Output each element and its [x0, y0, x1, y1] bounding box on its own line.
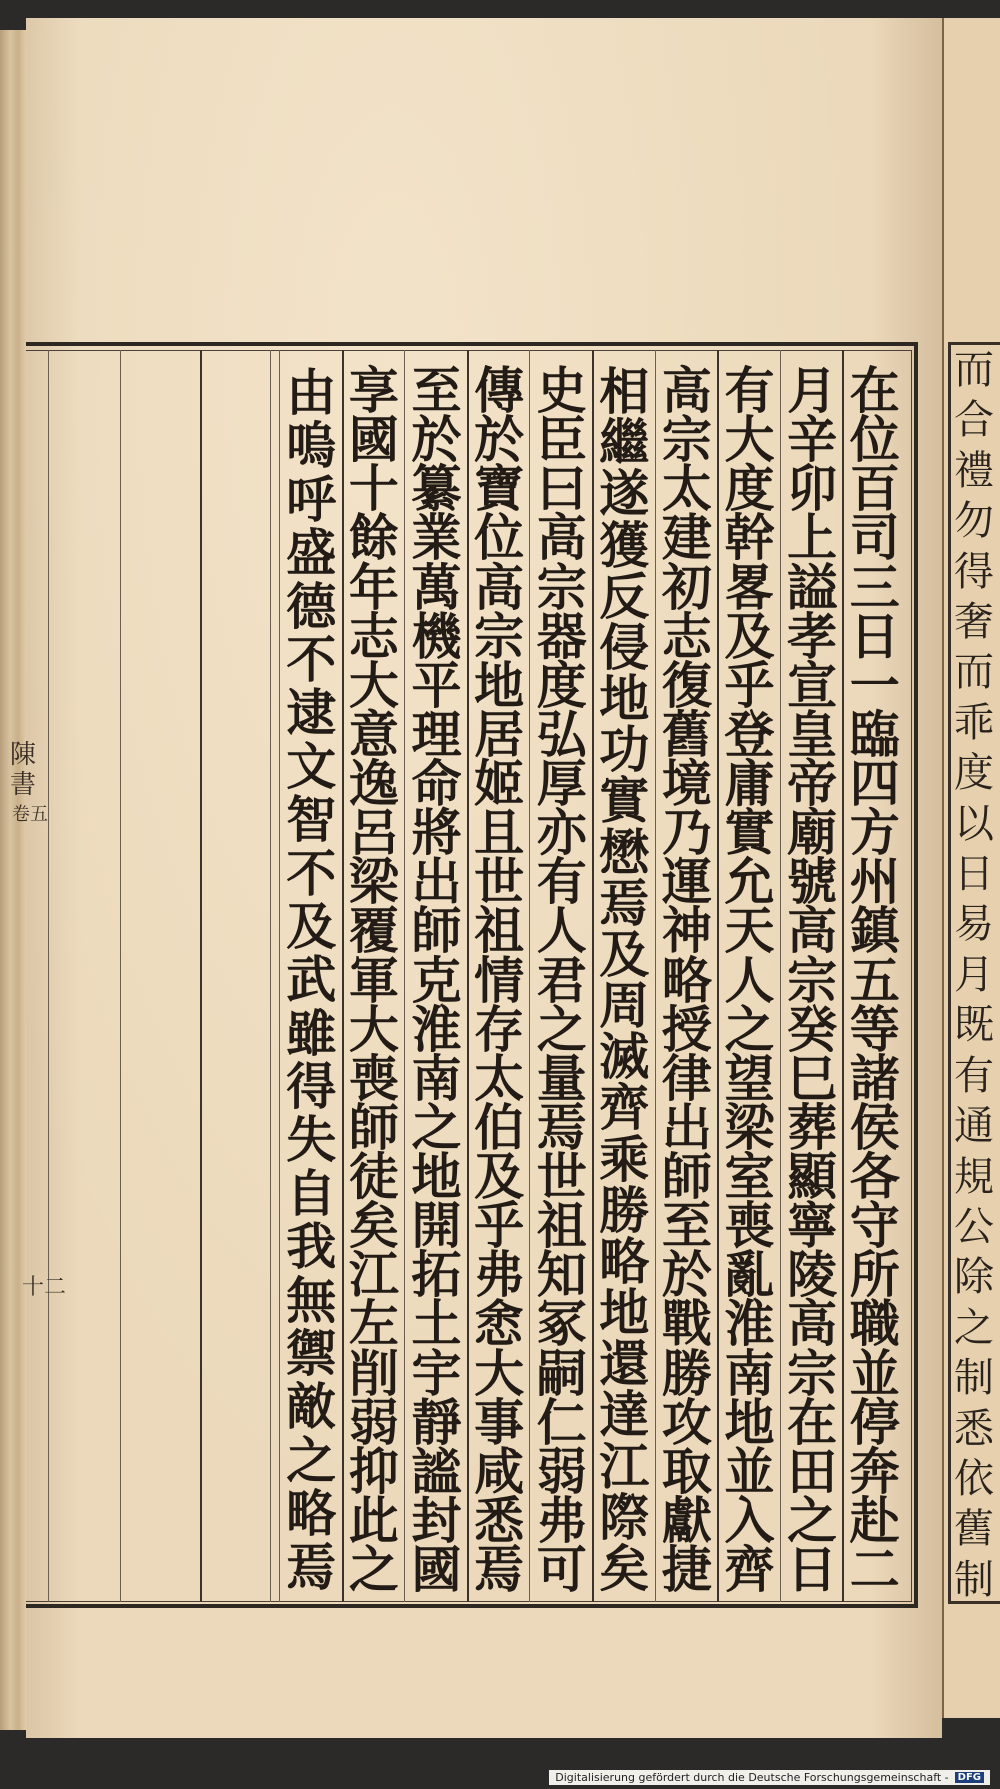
fold-strip: [30, 350, 49, 1602]
dfg-logo: DFG: [955, 1772, 984, 1783]
fold-volume: 卷五: [12, 804, 48, 825]
fold-title: [10, 740, 50, 830]
text-column: 在 位 百 司 三 日 一 臨 四 方 州 鎮 五 等 諸 侯 各 守 所 職 並 停 奔 赴 二: [849, 361, 900, 1599]
scanner-bar: [0, 1738, 1000, 1789]
column-rule: [270, 350, 271, 1602]
column-rule: [200, 350, 202, 1602]
text-column: 有 大 度 幹 畧 及 乎 登 庸 實 允 天 人 之 望 梁 室 喪 亂 淮 南 地 並 入 齊: [724, 361, 775, 1599]
digitization-credit: [549, 1770, 990, 1785]
book-left-edge: [0, 30, 27, 1730]
column-rule: [279, 350, 280, 1602]
text-column: 月 辛 卯 上 謚 孝 宣 皇 帝 廟 號 高 宗 癸 巳 葬 顯 寧 陵 高 宗 在 田 之 日: [787, 361, 838, 1599]
facing-page-column: 而 合 禮 勿 得 奢 而 乖 度 以 日 易 月 既 有 通 規 公 除 之 制 悉 依 舊 制: [954, 347, 994, 1603]
column-rule: [120, 350, 121, 1602]
text-column: 史 臣 曰 高 宗 器 度 弘 厚 亦 有 人 君 之 量 焉 世 祖 知 冢 嗣 仁 弱 弗 可: [536, 361, 587, 1599]
text-column: 傳 於 寶 位 高 宗 地 居 姬 且 世 祖 情 存 太 伯 及 乎 弗 悆 大 事 咸 悉 焉: [474, 361, 525, 1599]
fold-book-title: 陳書: [10, 740, 37, 800]
text-column: 相 繼 遂 獲 反 侵 地 功 實 懋 焉 及 周 滅 齊 乘 勝 略 地 還 達 江 際 矣: [599, 362, 650, 1598]
credit-text: Digitalisierung gefördert durch die Deutsche Forschungsgemeinschaft -: [555, 1771, 949, 1784]
text-column: 高 宗 太 建 初 志 復 舊 境 乃 運 神 略 授 律 出 師 至 於 戰 勝 攻 取 獻 捷: [661, 361, 712, 1599]
folio-number: 十二: [22, 1275, 67, 1300]
text-column: 至 於 纂 業 萬 機 平 理 命 將 出 師 克 淮 南 之 地 開 拓 土 宇 靜 謐 封 國: [411, 361, 462, 1599]
text-column: 享 國 十 餘 年 志 大 意 逸 呂 梁 覆 軍 大 喪 師 徒 矣 江 左 削 弱 抑 此 之: [348, 361, 399, 1599]
text-column: 由 嗚 呼 盛 德 不 逮 文 智 不 及 武 雖 得 失 自 我 無 禦 敵 之 略 焉: [286, 363, 337, 1597]
